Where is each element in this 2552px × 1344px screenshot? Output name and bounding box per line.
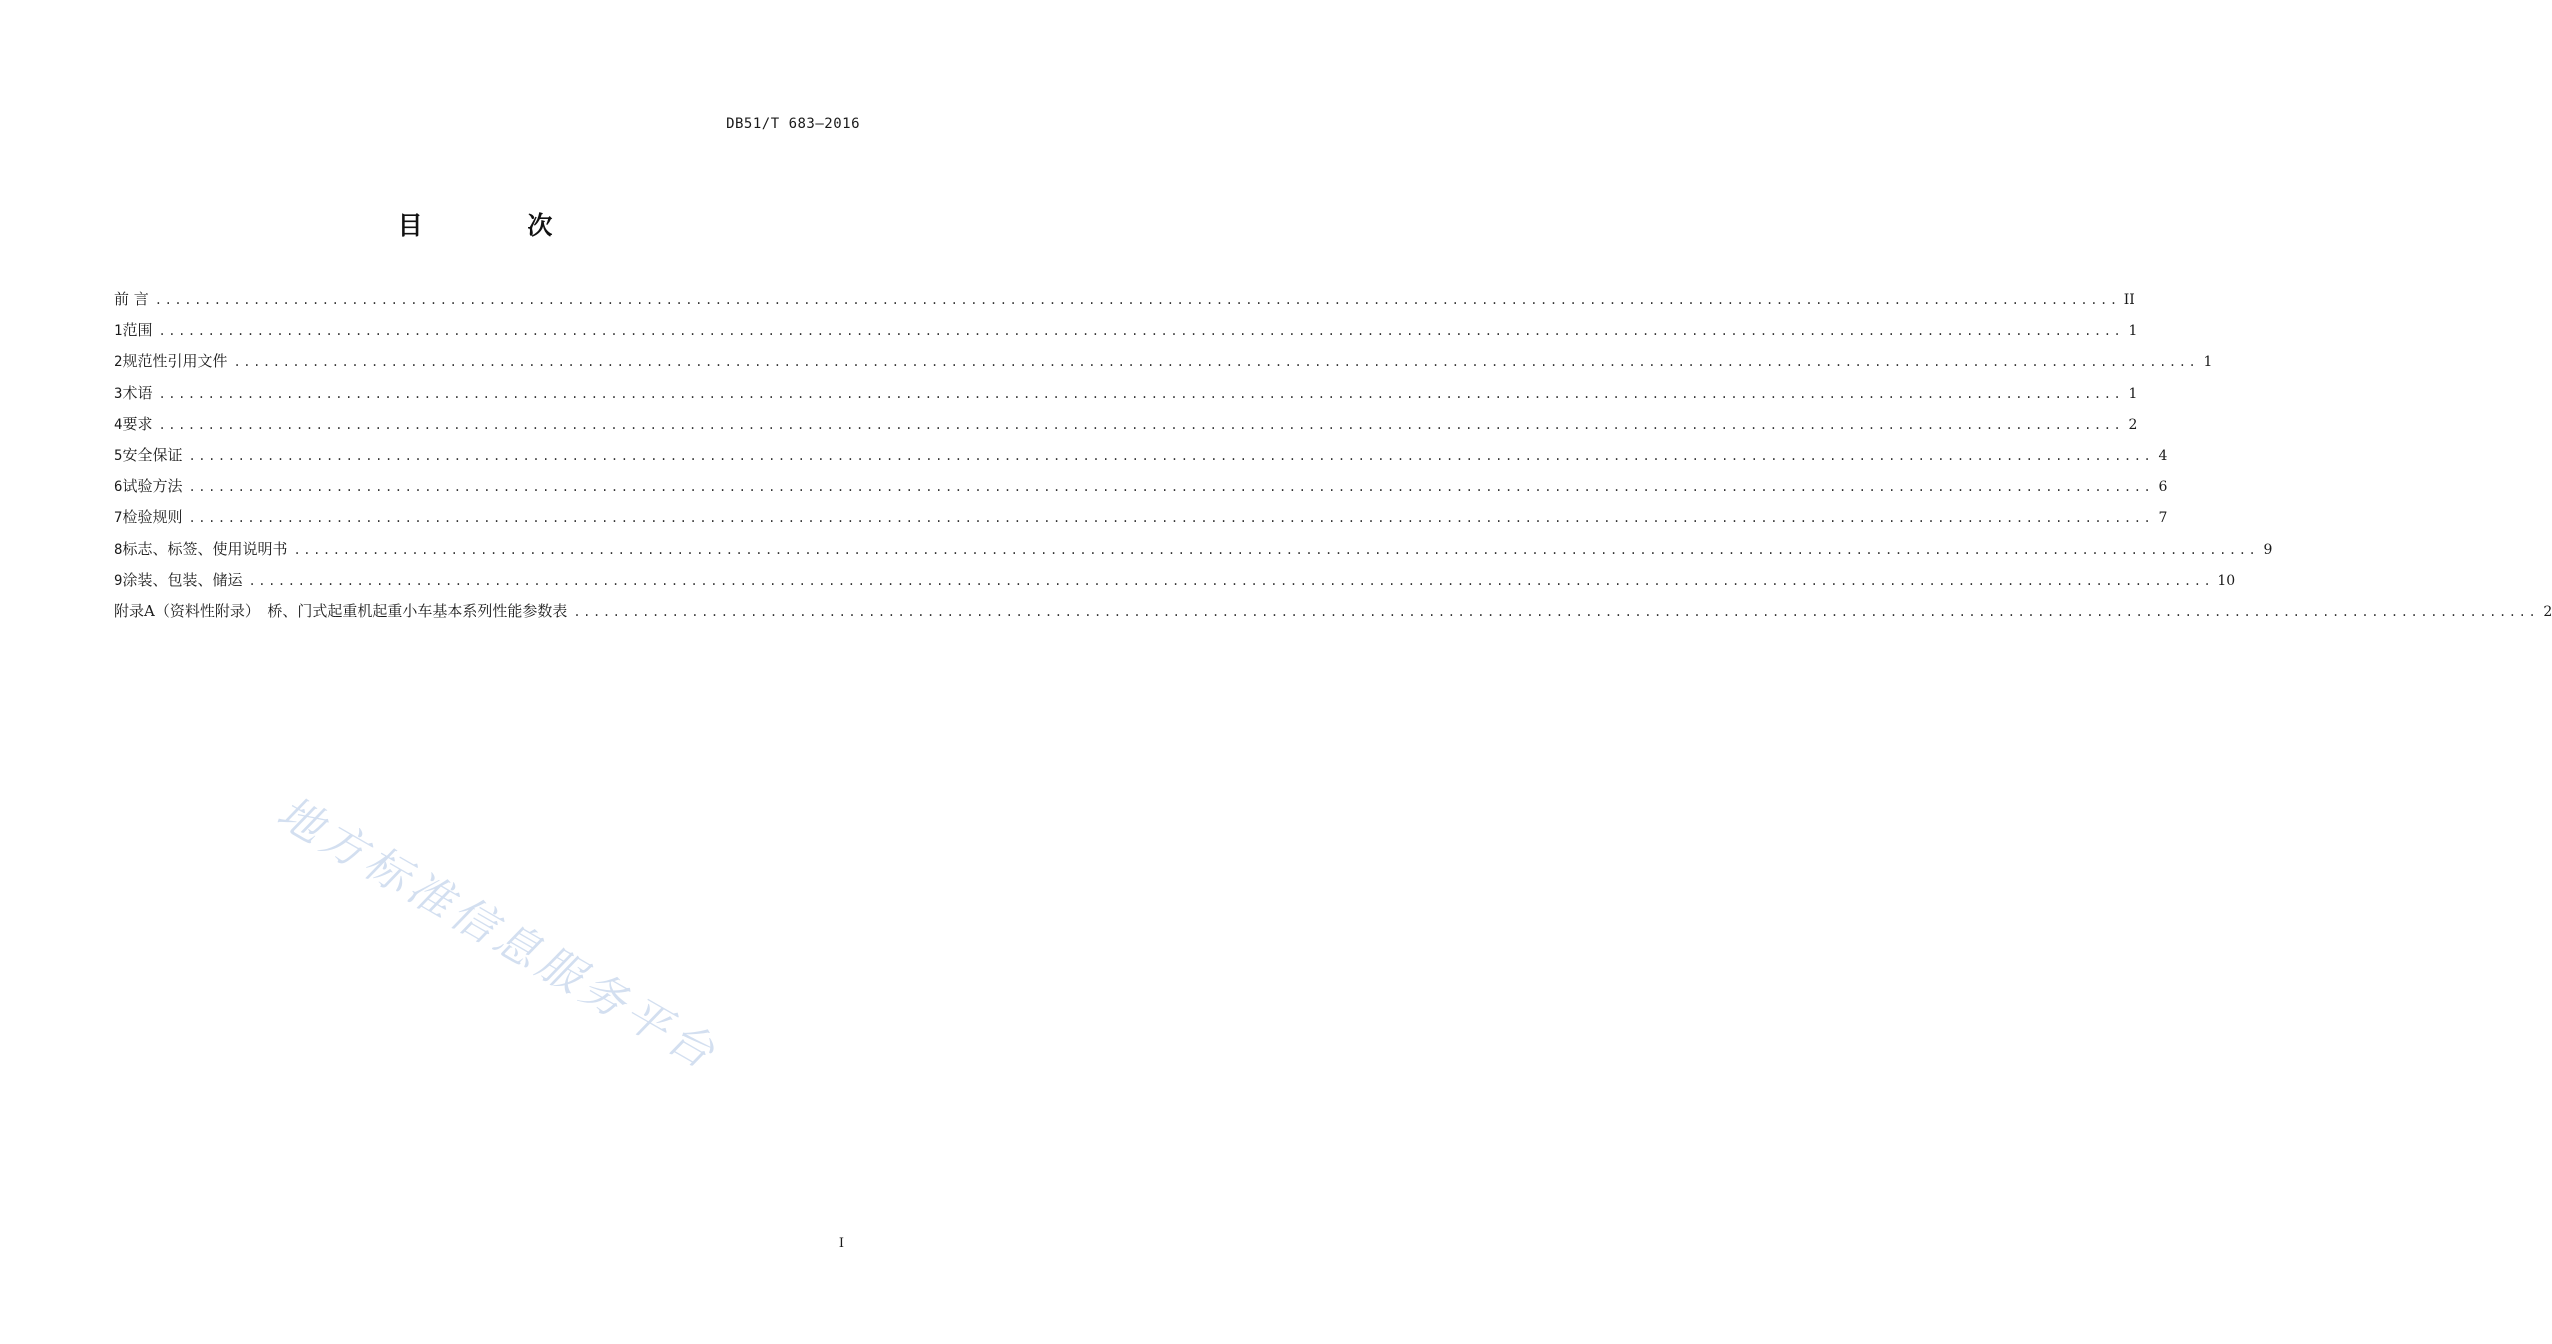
toc-entry-label: 范围	[122, 321, 153, 340]
toc-entry-label: 安全保证	[122, 445, 183, 464]
toc-entry-page: 9	[2263, 541, 2273, 558]
toc-dot-leader: ........................................................................................................................................................................................................	[573, 604, 2539, 619]
toc-entry-number: 5	[114, 447, 123, 464]
toc-entry-page: 4	[2158, 447, 2168, 464]
toc-entry-number: 1	[114, 323, 123, 340]
toc-entry-number: 3	[114, 385, 123, 402]
toc-entry-number: 7	[114, 510, 123, 527]
toc-dot-leader: ........................................................................................................................................................................................................	[248, 573, 2214, 588]
toc-entry-number: 9	[114, 572, 123, 589]
toc-entry[interactable]	[114, 346, 2213, 377]
toc-entry-page: II	[2123, 292, 2135, 308]
toc-entry[interactable]	[114, 315, 2138, 346]
toc-entry[interactable]	[114, 596, 2552, 627]
toc-entry-label: 标志、标签、使用说明书	[122, 539, 288, 558]
toc-entry-label: 试验方法	[122, 477, 183, 496]
toc-dot-leader: ........................................................................................................................................................................................................	[188, 511, 2154, 526]
toc-dot-leader: ........................................................................................................................................................................................................	[188, 480, 2154, 495]
toc-entry-page: 2	[2128, 416, 2138, 433]
toc-entry-label: 前 言	[114, 290, 149, 308]
toc-entry-label: 检验规则	[122, 508, 183, 527]
page-title: 目 次	[397, 211, 601, 240]
toc-dot-leader: ........................................................................................................................................................................................................	[158, 324, 2124, 339]
toc-dot-leader: ........................................................................................................................................................................................................	[233, 355, 2199, 370]
toc-entry-label: 涂装、包装、储运	[122, 570, 243, 589]
document-code: DB51/T 683—2016	[726, 116, 860, 132]
toc-entry-label: 要求	[122, 414, 153, 433]
toc-entry[interactable]	[114, 502, 2168, 533]
toc-entry-page: 7	[2158, 510, 2168, 527]
toc-entry-number: 2	[114, 354, 123, 371]
toc-dot-leader: ........................................................................................................................................................................................................	[293, 542, 2259, 557]
toc-entry[interactable]	[114, 409, 2138, 440]
toc-entry-number: 6	[114, 479, 123, 496]
toc-entry[interactable]	[114, 471, 2168, 502]
table-of-contents	[114, 284, 2552, 627]
toc-entry-number: 8	[114, 541, 123, 558]
toc-entry[interactable]	[114, 565, 2236, 596]
toc-dot-leader: ........................................................................................................................................................................................................	[158, 386, 2124, 401]
toc-entry[interactable]	[114, 534, 2273, 565]
toc-entry[interactable]	[114, 284, 2135, 315]
toc-entry-page: 2	[2543, 603, 2552, 620]
toc-entry-page: 1	[2203, 354, 2213, 371]
toc-entry-page: 10	[2217, 572, 2236, 589]
toc-entry-number: 4	[114, 416, 123, 433]
toc-entry-page: 6	[2158, 479, 2168, 496]
toc-entry[interactable]	[114, 378, 2138, 409]
toc-entry-label: 规范性引用文件	[122, 352, 228, 371]
toc-dot-leader: ........................................................................................................................................................................................................	[154, 293, 2120, 307]
toc-dot-leader: ........................................................................................................................................................................................................	[158, 417, 2124, 432]
toc-entry-label: 附录A（资料性附录） 桥、门式起重机起重小车基本系列性能参数表	[114, 601, 568, 620]
toc-entry-label: 术语	[122, 383, 153, 402]
page-number: I	[838, 1236, 844, 1251]
toc-dot-leader: ........................................................................................................................................................................................................	[188, 448, 2154, 463]
toc-entry[interactable]	[114, 440, 2168, 471]
toc-entry-page: 1	[2128, 385, 2138, 402]
toc-entry-page: 1	[2128, 323, 2138, 340]
watermark: 地方标准信息服务平台	[268, 786, 728, 1081]
